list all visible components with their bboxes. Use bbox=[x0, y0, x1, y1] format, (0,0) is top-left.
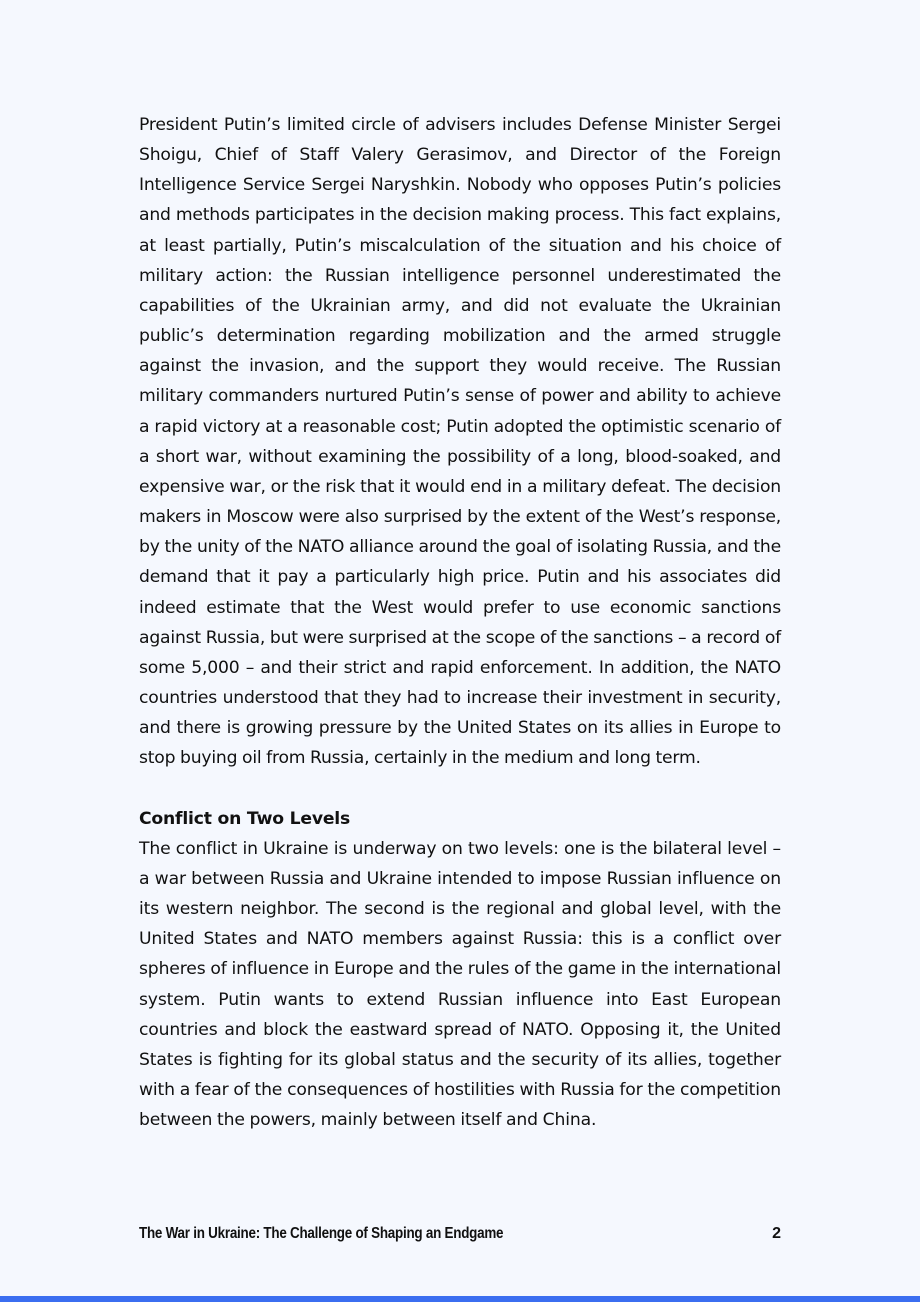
bottom-accent-bar bbox=[0, 1296, 920, 1302]
body-paragraph-1: President Putin’s limited circle of advisers includes Defense Minister Sergei Shoigu, Chief of Staff Valery Gerasimov, and Director of the Foreign Intelligence Service Sergei Naryshkin. Nobody who opposes Putin’s policies and methods participates in the decision making process. This fact explains, at least partially, Putin’s miscalculation of the situation and his choice of military action: the Russian intelligence personnel underestimated the capabilities of the Ukrainian army, and did not evaluate the Ukrainian public’s determination regarding mobilization and the armed struggle against the invasion, and the support they would receive. The Russian military commanders nurtured Putin’s sense of power and ability to achieve a rapid victory at a reasonable cost; Putin adopted the optimistic scenario of a short war, without examining the possibility of a long, blood-soaked, and expensive war, or the risk that it would end in a military defeat. The decision makers in Moscow were also surprised by the extent of the West’s response, by the unity of the NATO alliance around the goal of isolating Russia, and the demand that it pay a particularly high price. Putin and his associates did indeed estimate that the West would prefer to use economic sanctions against Russia, but were surprised at the scope of the sanctions – a record of some 5,000 – and their strict and rapid enforcement. In addition, the NATO countries understood that they had to increase their investment in security, and there is growing pressure by the United States on its allies in Europe to stop buying oil from Russia, certainly in the medium and long term. bbox=[139, 115, 781, 769]
body-paragraph-2: The conflict in Ukraine is underway on two levels: one is the bilateral level – a war between Russia and Ukraine intended to impose Russian influence on its western neighbor. The second is the regional and global level, with the United States and NATO members against Russia: this is a conflict over spheres of influence in Europe and the rules of the game in the international system. Putin wants to extend Russian influence into East European countries and block the eastward spread of NATO. Opposing it, the United States is fighting for its global status and the security of its allies, together with a fear of the consequences of hostilities with Russia for the competition between the powers, mainly between itself and China. bbox=[139, 838, 781, 1131]
footer-title: The War in Ukraine: The Challenge of Shaping an Endgame bbox=[139, 1225, 504, 1242]
page-number: 2 bbox=[772, 1225, 781, 1242]
document-body bbox=[139, 110, 781, 1135]
section-heading: Conflict on Two Levels bbox=[139, 808, 351, 829]
page-footer bbox=[139, 1222, 781, 1246]
